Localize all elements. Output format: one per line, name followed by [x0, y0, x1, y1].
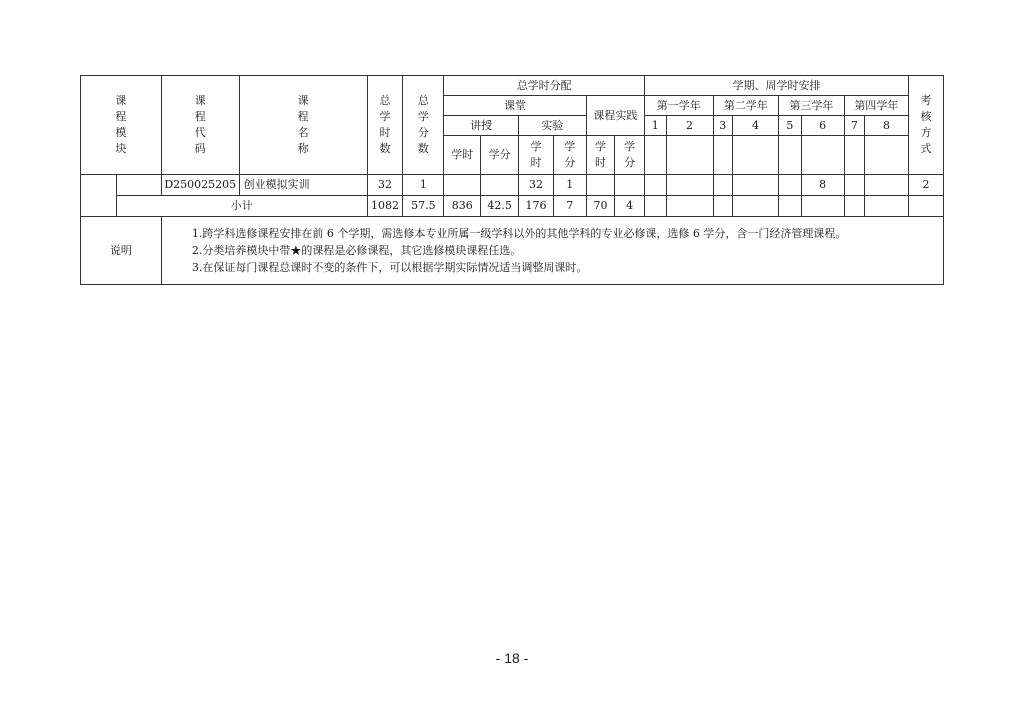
schedule-blank-cell — [865, 196, 909, 217]
header-practice: 课程实践 — [586, 96, 644, 136]
header-semester-schedule: 学期、周学时安排 — [645, 76, 909, 96]
subtotal-exp-hours: 176 — [519, 196, 554, 217]
schedule-blank-cell — [666, 196, 713, 217]
practice-hours-cell — [586, 175, 615, 196]
notes-row — [81, 217, 944, 285]
module-cell — [81, 175, 117, 217]
subtotal-practice-hours: 70 — [586, 196, 615, 217]
subtotal-exp-credits: 7 — [553, 196, 586, 217]
schedule-blank-cell — [779, 136, 802, 175]
semester-4-cell — [733, 175, 779, 196]
schedule-blank-cell — [779, 196, 802, 217]
schedule-blank-cell — [645, 136, 666, 175]
subtotal-label: 小计 — [116, 196, 367, 217]
lecture-credits-cell — [481, 175, 519, 196]
semester-8-cell — [865, 175, 909, 196]
page-number: - 18 - — [495, 650, 529, 666]
course-name-cell: 创业模拟实训 — [239, 175, 367, 196]
header-hour-distribution: 总学时分配 — [444, 76, 645, 96]
header-semester-3: 3 — [713, 116, 732, 136]
subtotal-practice-credits: 4 — [615, 196, 645, 217]
schedule-blank-cell — [909, 196, 944, 217]
header-lecture: 讲授 — [444, 116, 519, 136]
subtotal-lecture-credits: 42.5 — [481, 196, 519, 217]
practice-credits-cell — [615, 175, 645, 196]
header-practice-credits: 学 分 — [615, 136, 645, 175]
header-year-2: 第二学年 — [713, 96, 779, 116]
schedule-blank-cell — [713, 136, 732, 175]
header-year-1: 第一学年 — [645, 96, 714, 116]
schedule-blank-cell — [666, 136, 713, 175]
exp-credits-cell: 1 — [553, 175, 586, 196]
schedule-blank-cell — [645, 196, 666, 217]
subtotal-lecture-hours: 836 — [444, 196, 481, 217]
header-total-credits: 总 学 分 数 — [403, 76, 444, 175]
header-course-module: 课 程 模 块 — [81, 76, 162, 175]
exam-method-cell: 2 — [909, 175, 944, 196]
header-semester-6: 6 — [801, 116, 844, 136]
header-lecture-hours: 学时 — [444, 136, 481, 175]
header-exp-credits: 学 分 — [553, 136, 586, 175]
note-line-3: 3.在保证每门课程总课时不变的条件下，可以根据学期实际情况适当调整周课时。 — [191, 261, 588, 275]
header-course-code: 课 程 代 码 — [161, 76, 239, 175]
note-line-1: 1.跨学科选修课程安排在前 6 个学期，需选修本专业所属一级学科以外的其他学科的专业必修课，选修 6 学分，含一门经济管理课程。 — [191, 227, 847, 240]
curriculum-table — [80, 75, 944, 285]
semester-6-cell: 8 — [801, 175, 844, 196]
semester-3-cell — [713, 175, 732, 196]
subtotal-row — [81, 196, 944, 217]
header-semester-8: 8 — [865, 116, 909, 136]
header-semester-7: 7 — [844, 116, 864, 136]
course-code-cell: D250025205 — [161, 175, 239, 196]
subtotal-total-credits: 57.5 — [403, 196, 444, 217]
semester-2-cell — [666, 175, 713, 196]
schedule-blank-cell — [733, 196, 779, 217]
schedule-blank-cell — [713, 196, 732, 217]
header-exp-hours: 学 时 — [519, 136, 554, 175]
subtotal-total-hours: 1082 — [367, 196, 403, 217]
header-year-4: 第四学年 — [844, 96, 908, 116]
header-course-name: 课 程 名 称 — [239, 76, 367, 175]
notes-content — [161, 217, 943, 285]
header-semester-4: 4 — [733, 116, 779, 136]
header-classroom: 课堂 — [444, 96, 586, 116]
schedule-blank-cell — [865, 136, 909, 175]
header-practice-hours: 学 时 — [586, 136, 615, 175]
header-experiment: 实验 — [519, 116, 587, 136]
schedule-blank-cell — [844, 136, 864, 175]
header-year-3: 第三学年 — [779, 96, 845, 116]
lecture-hours-cell — [444, 175, 481, 196]
schedule-blank-cell — [844, 196, 864, 217]
header-lecture-credits: 学分 — [481, 136, 519, 175]
schedule-blank-cell — [801, 136, 844, 175]
schedule-blank-cell — [801, 196, 844, 217]
semester-5-cell — [779, 175, 802, 196]
semester-1-cell — [645, 175, 666, 196]
header-semester-2: 2 — [666, 116, 713, 136]
exp-hours-cell: 32 — [519, 175, 554, 196]
note-line-2: 2.分类培养模块中带★的课程是必修课程，其它选修模块课程任选。 — [191, 244, 522, 258]
semester-7-cell — [844, 175, 864, 196]
table-row — [81, 175, 944, 196]
header-total-hours: 总 学 时 数 — [367, 76, 403, 175]
schedule-blank-cell — [733, 136, 779, 175]
total-hours-cell: 32 — [367, 175, 403, 196]
header-exam-method: 考 核 方 式 — [909, 76, 944, 175]
total-credits-cell: 1 — [403, 175, 444, 196]
notes-label: 说明 — [81, 217, 162, 285]
module-sub-cell — [116, 175, 161, 196]
header-semester-5: 5 — [779, 116, 802, 136]
header-semester-1: 1 — [645, 116, 666, 136]
